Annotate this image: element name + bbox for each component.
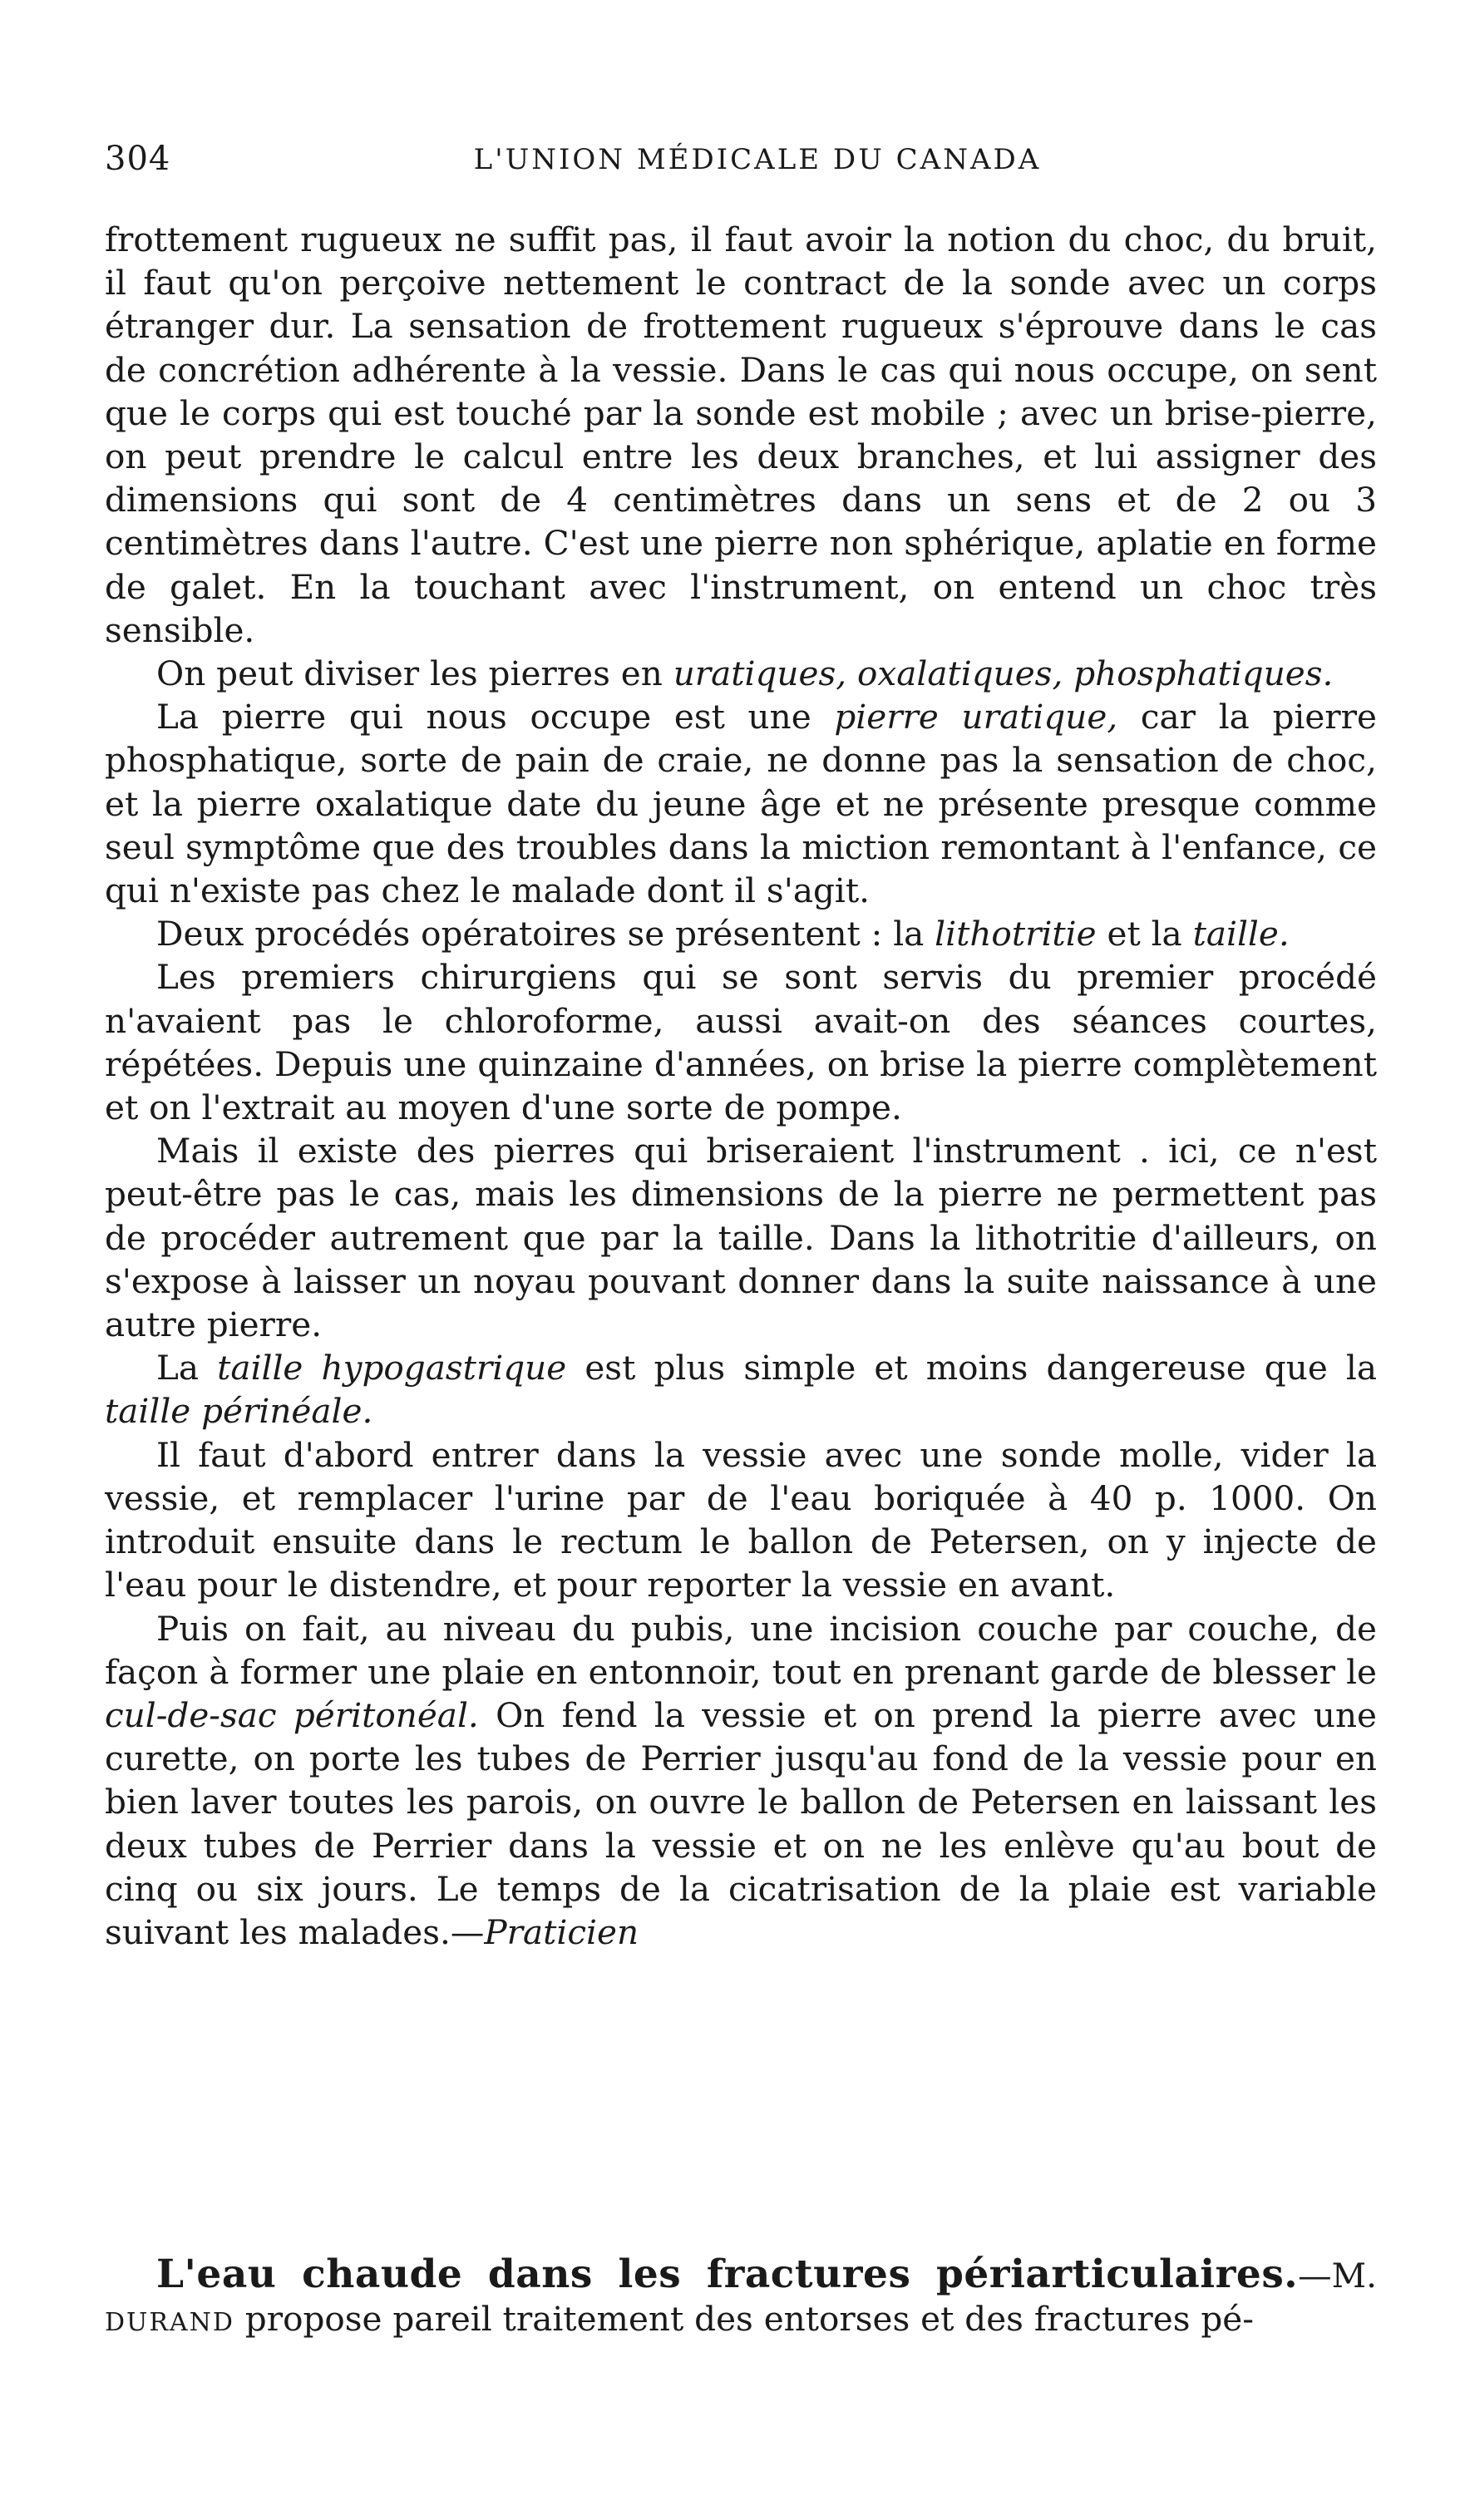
section-first-line	[105, 2253, 1377, 2345]
paragraph-text: Puis on fait, au niveau du pubis, une incision couche par couche, de façon à former une plaie en entonnoir, tout en prenant garde de blesser le	[105, 1608, 1377, 1692]
paragraph-text: On fend la vessie et on prend la pierre avec une curette, on porte les tubes de Perrier jusqu'au fond de la vessie pour en bien laver toutes les parois, on ouvre le ballon de Petersen en laissant les deux tubes de Perrier dans la vessie et on ne les enlève qu'au bout de cinq ou six jours. Le temps de la cicatrisation de la plaie est variable suivant les malades.—	[105, 1694, 1378, 1952]
italic-text: pierre uratique,	[834, 697, 1118, 737]
italic-text: cul-de-sac péritonéal.	[105, 1694, 479, 1735]
page-number: 304	[105, 140, 171, 178]
italic-text: Praticien	[484, 1911, 639, 1952]
paragraph	[105, 1607, 1377, 1955]
italic-text: uratiques, oxalatiques, phosphatiques.	[673, 653, 1334, 694]
paragraph-text: Les premiers chirurgiens qui se sont servis du premier procédé n'avaient pas le chloroforme, aussi avait-on des séances courtes, répétées. Depuis une quinzaine d'années, on brise la pierre complètement et on l'extrait au moyen d'une sorte de pompe.	[105, 957, 1377, 1128]
paragraph	[105, 1129, 1377, 1346]
section-author: DURAND	[105, 2308, 234, 2337]
paragraph	[105, 218, 1377, 652]
paragraph	[105, 955, 1377, 1129]
paragraph-text: car la pierre phosphatique, sorte de pain de craie, ne donne pas la sensation de choc, et la pierre oxalatique date du jeune âge et ne présente presque comme seul symptôme que des troubles dans la miction remontant à l'enfance, ce qui n'existe pas chez le malade dont il s'agit.	[105, 697, 1377, 911]
section-text: propose pareil traitement des entorses et des fractures pé-	[234, 2299, 1254, 2339]
paragraph	[105, 652, 1377, 695]
paragraph-text: La	[156, 1348, 218, 1388]
paragraph-text: La pierre qui nous occupe est une	[156, 697, 835, 737]
section-heading: L'eau chaude dans les fractures périarticulaires.	[156, 2251, 1299, 2297]
paragraph-text: et la	[1096, 914, 1193, 954]
italic-text: lithotritie	[935, 914, 1097, 954]
paragraph-text: On peut diviser les pierres en	[156, 653, 673, 694]
paragraph-text: est plus simple et moins dangereuse que la	[566, 1348, 1377, 1388]
paragraph-text: Deux procédés opératoires se présentent : la	[156, 914, 935, 954]
italic-text: taille.	[1192, 914, 1290, 954]
page-header	[105, 140, 1377, 190]
running-title: L'UNION MÉDICALE DU CANADA	[473, 143, 1042, 176]
section-author-prefix: —M.	[1298, 2256, 1377, 2296]
paragraph-text: Il faut d'abord entrer dans la vessie avec une sonde molle, vider la vessie, et remplacer l'urine par de l'eau boriquée à 40 p. 1000. On introduit ensuite dans le rectum le ballon de Petersen, on y injecte de l'eau pour le distendre, et pour reporter la vessie en avant.	[105, 1434, 1377, 1605]
article-body	[105, 218, 1377, 1954]
section-paragraph	[105, 2253, 1377, 2345]
italic-text: taille hypogastrique	[217, 1348, 567, 1388]
paragraph	[105, 1346, 1377, 1433]
paragraph-text: Mais il existe des pierres qui briseraient l'instrument . ici, ce n'est peut-être pas le cas, mais les dimensions de la pierre ne permettent pas de procéder autrement que par la taille. Dans la lithotritie d'ailleurs, on s'expose à laisser un noyau pouvant donner dans la suite naissance à une autre pierre.	[105, 1131, 1377, 1345]
paragraph	[105, 912, 1377, 955]
paragraph	[105, 695, 1377, 912]
paragraph	[105, 1433, 1377, 1607]
italic-text: taille périnéale.	[105, 1391, 373, 1432]
paragraph-text: frottement rugueux ne suffit pas, il faut avoir la notion du choc, du bruit, il faut qu'on perçoive nettement le contract de la sonde avec un corps étranger dur. La sensation de frottement rugueux s'éprouve dans le cas de concrétion adhérente à la vessie. Dans le cas qui nous occupe, on sent que le corps qui est touché par la sonde est mobile ; avec un brise-pierre, on peut prendre le calcul entre les deux branches, et lui assigner des dimensions qui sont de 4 centimètres dans un sens et de 2 ou 3 centimètres dans l'autre. C'est une pierre non sphérique, aplatie en forme de galet. En la touchant avec l'instrument, on entend un choc très sensible.	[105, 219, 1377, 650]
